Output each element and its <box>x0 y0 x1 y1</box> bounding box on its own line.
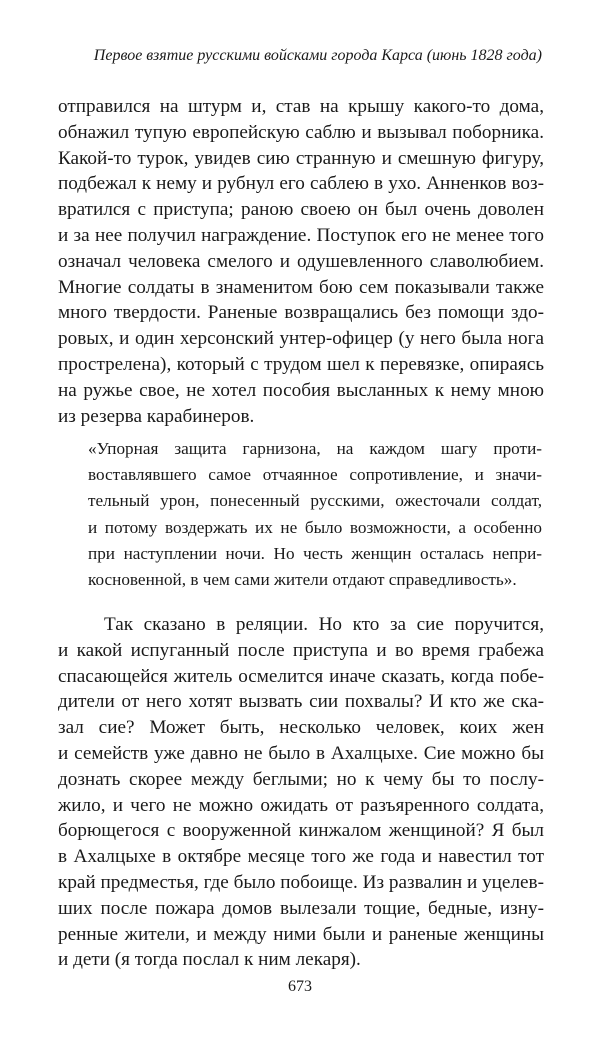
text-line: подбежал к нему и рубнул его саблею в ухо. Анненков воз- <box>58 173 544 195</box>
text-line: и дети (я тогда послал к ним лекаря). <box>58 949 361 971</box>
text-line: спасающейся житель осмелится иначе сказать, когда побе- <box>58 665 544 687</box>
text-line: из резерва карабинеров. <box>58 405 255 427</box>
text-line: дители от него хотят вызвать сии похвалы? И кто же ска- <box>58 691 544 713</box>
text-line: Какой-то турок, увидев сию странную и смешную фигуру, <box>58 147 544 169</box>
page-number: 673 <box>288 978 312 995</box>
text-line: борющегося с вооруженной кинжалом женщиной? Я был <box>58 820 544 842</box>
paragraph-continuation <box>58 94 544 429</box>
text-line: отправился на штурм и, став на крышу какого-то дома, <box>58 96 544 117</box>
quote-line: при наступлении ночи. Но честь женщин осталась непри- <box>88 543 542 563</box>
text-line: обнажил тупую европейскую саблю и вызывал поборника. <box>58 121 544 143</box>
text-line: ренные жители, и между ними были и раненые женщины <box>58 923 544 945</box>
quote-line: воставлявшего самое отчаянное сопротивление, и значи- <box>88 465 542 485</box>
text-line: Так сказано в реляции. Но кто за сие поручится, <box>104 614 544 635</box>
quote-line: тельный урон, понесенный русскими, ожесточали солдат, <box>88 491 542 511</box>
text-line: в Ахалцыхе в октябре месяце того же года и навестил тот <box>58 846 544 868</box>
text-line: вратился с приступа; раною своею он был очень доволен <box>58 199 544 221</box>
quote-line: и потому воздержать их не было возможности, а особенно <box>88 517 542 537</box>
text-line: и семейств уже давно не было в Ахалцыхе. Сие можно бы <box>58 742 544 764</box>
block-quote <box>88 436 542 593</box>
text-line: ших после пожара домов вылезали тощие, бедные, изну- <box>58 897 544 919</box>
text-line: прострелена), который с трудом шел к перевязке, опираясь <box>58 353 544 375</box>
text-line: край предместья, где было побоище. Из развалин и уцелев- <box>58 871 544 893</box>
text-line: жило, и чего не можно ожидать от разъяренного солдата, <box>58 794 544 816</box>
text-line: на ружье свое, не хотел пособия высланных к нему мною <box>58 379 544 401</box>
quote-line: «Упорная защита гарнизона, на каждом шагу проти- <box>88 439 542 458</box>
text-line: много твердости. Раненые возвращались без помощи здо- <box>58 302 544 324</box>
text-line: Многие солдаты в знаменитом бою сем показывали также <box>58 276 544 298</box>
text-line: означал человека смелого и одушевленного славолюбием. <box>58 250 544 272</box>
text-line: ровых, и один херсонский унтер-офицер (у него была нога <box>58 328 544 350</box>
quote-line: косновенной, в чем сами жители отдают справедливость». <box>88 569 517 589</box>
text-line: и за нее получил награждение. Поступок его не менее того <box>58 224 544 246</box>
text-line: дознать скорее между беглыми; но к чему бы то послу- <box>58 768 544 790</box>
running-head: Первое взятие русскими войсками города Карса (июнь 1828 года) <box>93 47 542 64</box>
text-line: зал сие? Может быть, несколько человек, коих жен <box>58 717 544 739</box>
text-line: и какой испуганный после приступа и во время грабежа <box>58 639 544 661</box>
paragraph-relation <box>58 612 544 973</box>
